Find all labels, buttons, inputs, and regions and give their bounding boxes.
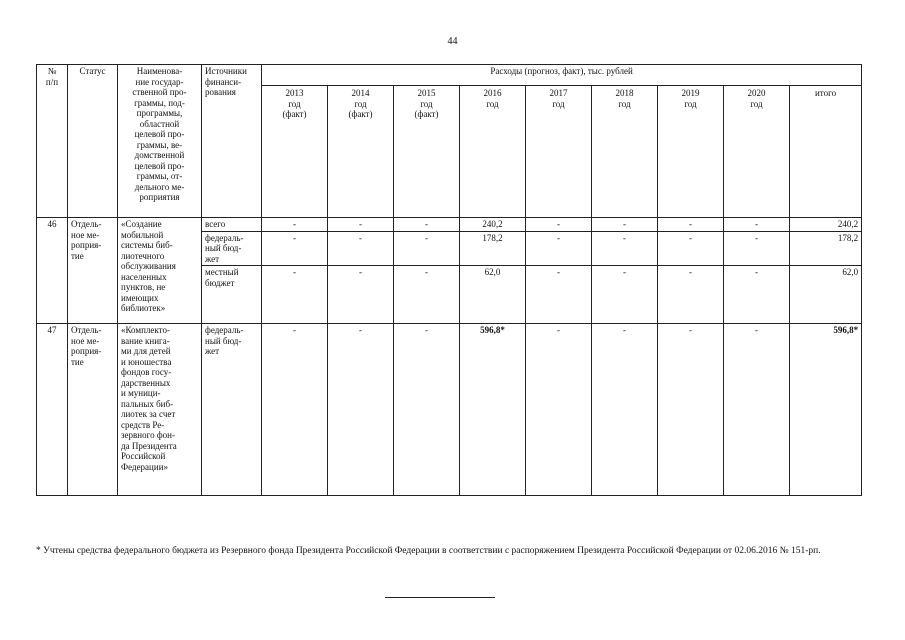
header-year-2016: 2016 год xyxy=(460,86,526,218)
value-cell: - xyxy=(328,231,394,266)
value-cell: - xyxy=(592,266,658,324)
budget-table xyxy=(36,64,862,496)
row-number: 47 xyxy=(37,324,68,496)
value-cell: - xyxy=(328,266,394,324)
header-row-1 xyxy=(37,65,862,86)
value-cell: 62,0 xyxy=(460,266,526,324)
value-cell: - xyxy=(592,324,658,496)
value-cell: 596,8* xyxy=(460,324,526,496)
header-sources: Источники финанси- рования xyxy=(202,65,262,218)
header-year-2017: 2017 год xyxy=(526,86,592,218)
value-cell: - xyxy=(724,266,790,324)
value-cell: - xyxy=(262,266,328,324)
value-cell: - xyxy=(526,324,592,496)
value-cell: 240,2 xyxy=(790,218,862,232)
table-body xyxy=(37,65,862,496)
header-year-2013: 2013 год (факт) xyxy=(262,86,328,218)
value-cell: - xyxy=(328,324,394,496)
value-cell: - xyxy=(394,324,460,496)
row-source: местный бюджет xyxy=(202,266,262,324)
value-cell: - xyxy=(262,231,328,266)
value-cell: - xyxy=(724,231,790,266)
row-source: всего xyxy=(202,218,262,232)
value-cell: - xyxy=(394,218,460,232)
value-cell: - xyxy=(724,324,790,496)
value-cell: - xyxy=(526,218,592,232)
footnote: * Учтены средства федерального бюджета из Резервного фонда Президента Российской Федерации в соответствии с распоряжением Президента Российской Федерации от 02.06.2016 № 151-рп. xyxy=(36,546,821,556)
header-year-2015: 2015 год (факт) xyxy=(394,86,460,218)
table-row xyxy=(37,324,862,496)
header-status: Статус xyxy=(68,65,118,218)
value-cell: - xyxy=(658,218,724,232)
header-year-2020: 2020 год xyxy=(724,86,790,218)
value-cell: 240,2 xyxy=(460,218,526,232)
value-cell: - xyxy=(592,231,658,266)
value-cell: - xyxy=(658,231,724,266)
value-cell: 178,2 xyxy=(790,231,862,266)
header-year-2014: 2014 год (факт) xyxy=(328,86,394,218)
value-cell: - xyxy=(526,266,592,324)
header-name: Наименова- ние государ- ственной про- граммы, под- программы, областной целевой про- граммы, ве- домственной целевой про- граммы, от- дельного ме- роприятия xyxy=(118,65,202,218)
table-row xyxy=(37,218,862,232)
value-cell: - xyxy=(658,324,724,496)
row-status: Отдель- ное ме- роприя- тие xyxy=(68,218,118,324)
row-status: Отдель- ное ме- роприя- тие xyxy=(68,324,118,496)
value-cell: - xyxy=(394,231,460,266)
value-cell: - xyxy=(526,231,592,266)
value-cell: 62,0 xyxy=(790,266,862,324)
header-total: итого xyxy=(790,86,862,218)
page-number: 44 xyxy=(447,36,458,47)
row-name: «Комплекто- вание книга- ми для детей и юношества фондов госу- дарственных и муници- пальных биб- лиотек за счет средств Ре- зервного фон- да Президента Российской Федерации» xyxy=(118,324,202,496)
row-number: 46 xyxy=(37,218,68,324)
value-cell: - xyxy=(262,324,328,496)
value-cell: - xyxy=(724,218,790,232)
header-expenses: Расходы (прогноз, факт), тыс. рублей xyxy=(262,65,862,86)
value-cell: 596,8* xyxy=(790,324,862,496)
header-num: № п/п xyxy=(37,65,68,218)
value-cell: - xyxy=(592,218,658,232)
header-year-2018: 2018 год xyxy=(592,86,658,218)
divider-line xyxy=(385,597,495,598)
value-cell: - xyxy=(262,218,328,232)
value-cell: 178,2 xyxy=(460,231,526,266)
value-cell: - xyxy=(394,266,460,324)
value-cell: - xyxy=(328,218,394,232)
row-source: федераль- ный бюд- жет xyxy=(202,324,262,496)
value-cell: - xyxy=(658,266,724,324)
row-source: федераль- ный бюд- жет xyxy=(202,231,262,266)
header-year-2019: 2019 год xyxy=(658,86,724,218)
row-name: «Создание мобильной системы биб- лиотечного обслуживания населенных пунктов, не имеющих библиотек» xyxy=(118,218,202,324)
